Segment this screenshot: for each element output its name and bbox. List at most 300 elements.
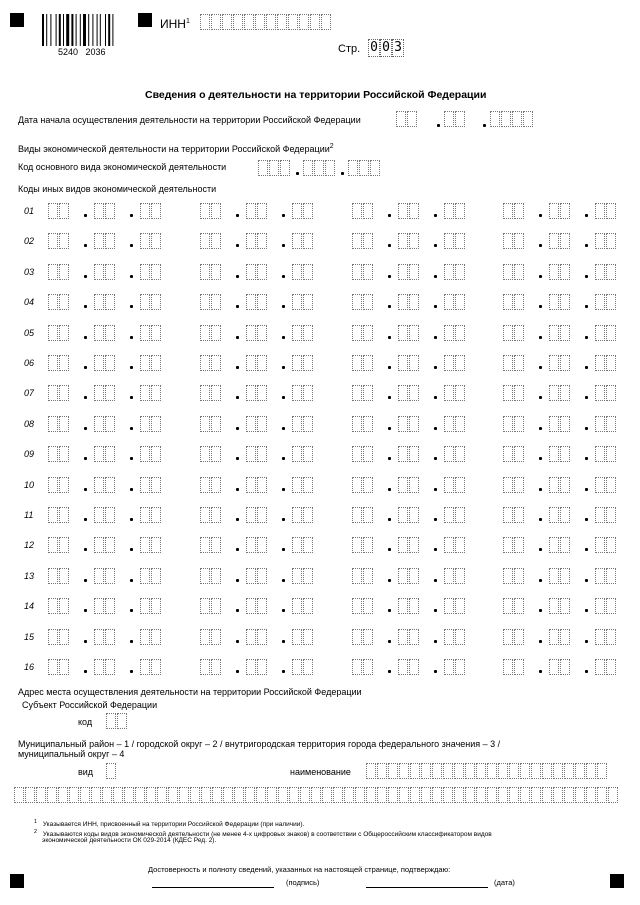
code-part-field[interactable] — [48, 355, 70, 371]
input-cell[interactable] — [94, 446, 104, 462]
input-cell[interactable] — [409, 477, 419, 493]
input-cell[interactable] — [549, 598, 559, 614]
code-part-field[interactable] — [398, 598, 420, 614]
input-cell[interactable] — [48, 568, 58, 584]
input-cell[interactable] — [211, 659, 221, 675]
code-part-field[interactable] — [292, 568, 314, 584]
code-part-field[interactable] — [292, 537, 314, 553]
input-cell[interactable] — [246, 294, 256, 310]
code-part-field[interactable] — [48, 264, 70, 280]
input-cell[interactable] — [560, 537, 570, 553]
code-part-field[interactable] — [246, 629, 268, 645]
input-cell[interactable] — [575, 787, 585, 803]
input-cell[interactable] — [94, 233, 104, 249]
input-cell[interactable] — [25, 787, 35, 803]
input-cell[interactable] — [514, 568, 524, 584]
input-cell[interactable] — [444, 659, 454, 675]
code-part-field[interactable] — [200, 477, 222, 493]
code-part-field[interactable] — [292, 598, 314, 614]
input-cell[interactable] — [377, 763, 387, 779]
input-cell[interactable] — [363, 385, 373, 401]
input-cell[interactable] — [398, 325, 408, 341]
input-cell[interactable] — [94, 477, 104, 493]
input-cell[interactable] — [352, 385, 362, 401]
input-cell[interactable] — [549, 294, 559, 310]
input-cell[interactable] — [48, 537, 58, 553]
input-cell[interactable] — [168, 787, 178, 803]
input-cell[interactable] — [246, 355, 256, 371]
code-part-field[interactable] — [48, 568, 70, 584]
input-cell[interactable] — [200, 659, 210, 675]
input-cell[interactable] — [444, 325, 454, 341]
input-cell[interactable] — [503, 537, 513, 553]
input-cell[interactable] — [549, 507, 559, 523]
input-cell[interactable] — [59, 416, 69, 432]
input-cell[interactable] — [303, 568, 313, 584]
input-cell[interactable] — [363, 355, 373, 371]
input-cell[interactable] — [211, 14, 221, 30]
input-cell[interactable] — [140, 537, 150, 553]
code-part-field[interactable] — [444, 568, 466, 584]
code-part-field[interactable] — [444, 446, 466, 462]
input-cell[interactable] — [606, 325, 616, 341]
date-line[interactable] — [366, 887, 488, 888]
input-cell[interactable] — [606, 537, 616, 553]
input-cell[interactable] — [105, 598, 115, 614]
code-part-field[interactable] — [246, 446, 268, 462]
code-part-field[interactable] — [503, 598, 525, 614]
input-cell[interactable] — [48, 233, 58, 249]
input-cell[interactable] — [560, 446, 570, 462]
input-cell[interactable] — [595, 264, 605, 280]
input-cell[interactable] — [234, 787, 244, 803]
input-cell[interactable] — [606, 629, 616, 645]
input-cell[interactable] — [455, 294, 465, 310]
input-cell[interactable] — [352, 233, 362, 249]
input-cell[interactable] — [352, 477, 362, 493]
input-cell[interactable] — [409, 385, 419, 401]
code-part-field[interactable] — [595, 294, 617, 310]
code-part-field[interactable] — [503, 537, 525, 553]
input-cell[interactable] — [409, 507, 419, 523]
input-cell[interactable] — [352, 264, 362, 280]
code-part-field[interactable] — [94, 264, 116, 280]
code-part-field[interactable] — [444, 294, 466, 310]
input-cell[interactable] — [59, 203, 69, 219]
code-part-field[interactable] — [140, 264, 162, 280]
input-cell[interactable] — [257, 477, 267, 493]
input-cell[interactable] — [606, 355, 616, 371]
code-part-field[interactable] — [246, 507, 268, 523]
input-cell[interactable] — [105, 659, 115, 675]
input-cell[interactable] — [549, 325, 559, 341]
input-cell[interactable] — [606, 233, 616, 249]
input-cell[interactable] — [105, 537, 115, 553]
code-part-field[interactable] — [140, 659, 162, 675]
input-cell[interactable] — [595, 325, 605, 341]
input-cell[interactable] — [303, 659, 313, 675]
input-cell[interactable] — [503, 355, 513, 371]
input-cell[interactable] — [140, 385, 150, 401]
input-cell[interactable] — [514, 416, 524, 432]
input-cell[interactable] — [549, 537, 559, 553]
code-part-field[interactable] — [503, 659, 525, 675]
input-cell[interactable] — [105, 203, 115, 219]
input-cell[interactable] — [211, 264, 221, 280]
input-cell[interactable] — [200, 294, 210, 310]
input-cell[interactable] — [595, 203, 605, 219]
code-part-field[interactable] — [292, 203, 314, 219]
input-cell[interactable] — [606, 264, 616, 280]
input-cell[interactable] — [48, 446, 58, 462]
input-cell[interactable] — [560, 203, 570, 219]
subject-code-field[interactable] — [106, 713, 128, 729]
input-cell[interactable] — [549, 659, 559, 675]
code-part-field[interactable] — [200, 568, 222, 584]
input-cell[interactable] — [595, 233, 605, 249]
code-part-field[interactable] — [48, 385, 70, 401]
code-part-field[interactable] — [48, 598, 70, 614]
input-cell[interactable] — [410, 787, 420, 803]
input-cell[interactable] — [549, 568, 559, 584]
input-cell[interactable] — [257, 598, 267, 614]
code-part-field[interactable] — [200, 629, 222, 645]
start-date-year[interactable] — [490, 111, 534, 127]
input-cell[interactable] — [503, 264, 513, 280]
input-cell[interactable] — [200, 629, 210, 645]
input-cell[interactable] — [211, 507, 221, 523]
input-cell[interactable] — [48, 598, 58, 614]
input-cell[interactable] — [303, 294, 313, 310]
input-cell[interactable] — [69, 787, 79, 803]
input-cell[interactable] — [421, 787, 431, 803]
code-part-field[interactable] — [549, 659, 571, 675]
input-cell[interactable] — [503, 446, 513, 462]
input-cell[interactable] — [352, 325, 362, 341]
input-cell[interactable] — [359, 160, 369, 176]
input-cell[interactable] — [363, 325, 373, 341]
input-cell[interactable] — [151, 598, 161, 614]
input-cell[interactable] — [47, 787, 57, 803]
input-cell[interactable] — [292, 477, 302, 493]
input-cell[interactable] — [211, 629, 221, 645]
input-cell[interactable] — [245, 787, 255, 803]
code-part-field[interactable] — [292, 385, 314, 401]
code-part-field[interactable] — [200, 233, 222, 249]
input-cell[interactable] — [257, 446, 267, 462]
input-cell[interactable] — [303, 537, 313, 553]
input-cell[interactable] — [105, 507, 115, 523]
input-cell[interactable] — [549, 233, 559, 249]
input-cell[interactable] — [311, 787, 321, 803]
input-cell[interactable] — [59, 446, 69, 462]
input-cell[interactable] — [59, 598, 69, 614]
input-cell[interactable] — [59, 629, 69, 645]
input-cell[interactable] — [105, 355, 115, 371]
input-cell[interactable] — [444, 416, 454, 432]
input-cell[interactable] — [292, 233, 302, 249]
code-part-field[interactable] — [444, 507, 466, 523]
input-cell[interactable] — [200, 385, 210, 401]
code-part-field[interactable] — [140, 203, 162, 219]
inn-field[interactable] — [200, 14, 332, 30]
input-cell[interactable] — [455, 568, 465, 584]
input-cell[interactable] — [113, 787, 123, 803]
input-cell[interactable] — [396, 111, 406, 127]
code-part-field[interactable] — [595, 598, 617, 614]
input-cell[interactable] — [560, 568, 570, 584]
input-cell[interactable] — [211, 385, 221, 401]
input-cell[interactable] — [246, 629, 256, 645]
input-cell[interactable] — [560, 659, 570, 675]
input-cell[interactable] — [595, 294, 605, 310]
input-cell[interactable] — [363, 629, 373, 645]
input-cell[interactable] — [443, 763, 453, 779]
code-part-field[interactable] — [444, 233, 466, 249]
input-cell[interactable] — [586, 787, 596, 803]
input-cell[interactable] — [200, 264, 210, 280]
code-part-field[interactable] — [94, 416, 116, 432]
input-cell[interactable] — [105, 629, 115, 645]
code-part-field[interactable] — [200, 416, 222, 432]
input-cell[interactable] — [151, 507, 161, 523]
code-part-field[interactable] — [140, 629, 162, 645]
input-cell[interactable] — [244, 14, 254, 30]
input-cell[interactable] — [190, 787, 200, 803]
code-part-field[interactable] — [595, 629, 617, 645]
input-cell[interactable] — [246, 507, 256, 523]
input-cell[interactable] — [59, 325, 69, 341]
input-cell[interactable] — [514, 598, 524, 614]
code-part-field[interactable] — [94, 203, 116, 219]
input-cell[interactable] — [366, 763, 376, 779]
code-part-field[interactable] — [352, 629, 374, 645]
input-cell[interactable] — [48, 264, 58, 280]
input-cell[interactable] — [255, 14, 265, 30]
input-cell[interactable] — [257, 294, 267, 310]
input-cell[interactable] — [398, 264, 408, 280]
code-part-field[interactable] — [503, 203, 525, 219]
input-cell[interactable] — [246, 416, 256, 432]
input-cell[interactable] — [292, 355, 302, 371]
input-cell[interactable] — [432, 787, 442, 803]
code-part-field[interactable] — [140, 598, 162, 614]
input-cell[interactable] — [455, 325, 465, 341]
code-part-field[interactable] — [352, 203, 374, 219]
code-part-field[interactable] — [595, 507, 617, 523]
input-cell[interactable] — [560, 294, 570, 310]
code-part-field[interactable] — [549, 537, 571, 553]
code-part-field[interactable] — [352, 537, 374, 553]
code-part-field[interactable] — [94, 568, 116, 584]
code-part-field[interactable] — [595, 568, 617, 584]
input-cell[interactable] — [444, 537, 454, 553]
input-cell[interactable] — [348, 160, 358, 176]
code-part-field[interactable] — [140, 416, 162, 432]
code-part-field[interactable] — [398, 477, 420, 493]
code-part-field[interactable] — [140, 446, 162, 462]
code-part-field[interactable] — [140, 568, 162, 584]
input-cell[interactable] — [151, 629, 161, 645]
input-cell[interactable] — [246, 537, 256, 553]
input-cell[interactable] — [303, 385, 313, 401]
input-cell[interactable] — [455, 507, 465, 523]
input-cell[interactable] — [476, 763, 486, 779]
input-cell[interactable] — [257, 568, 267, 584]
input-cell[interactable] — [140, 264, 150, 280]
input-cell[interactable] — [280, 160, 290, 176]
input-cell[interactable] — [48, 325, 58, 341]
code-part-field[interactable] — [94, 355, 116, 371]
input-cell[interactable] — [549, 446, 559, 462]
input-cell[interactable] — [606, 507, 616, 523]
code-part-field[interactable] — [246, 598, 268, 614]
code-part-field[interactable] — [94, 537, 116, 553]
code-part-field[interactable] — [595, 477, 617, 493]
input-cell[interactable] — [140, 355, 150, 371]
code-part-field[interactable] — [549, 355, 571, 371]
code-part-field[interactable] — [292, 629, 314, 645]
input-cell[interactable] — [514, 537, 524, 553]
code-part-field[interactable] — [398, 659, 420, 675]
input-cell[interactable] — [398, 385, 408, 401]
input-cell[interactable] — [455, 416, 465, 432]
input-cell[interactable] — [606, 477, 616, 493]
code-part-field[interactable] — [292, 416, 314, 432]
code-part-field[interactable] — [444, 385, 466, 401]
code-part-field[interactable] — [352, 446, 374, 462]
input-cell[interactable] — [444, 385, 454, 401]
input-cell[interactable] — [595, 477, 605, 493]
input-cell[interactable] — [59, 294, 69, 310]
input-cell[interactable] — [59, 659, 69, 675]
input-cell[interactable] — [487, 763, 497, 779]
code-part-field[interactable] — [200, 325, 222, 341]
input-cell[interactable] — [597, 787, 607, 803]
input-cell[interactable] — [151, 203, 161, 219]
input-cell[interactable] — [520, 763, 530, 779]
code-part-field[interactable] — [94, 629, 116, 645]
input-cell[interactable] — [246, 203, 256, 219]
input-cell[interactable] — [200, 233, 210, 249]
input-cell[interactable] — [105, 294, 115, 310]
code-part-field[interactable] — [549, 416, 571, 432]
code-part-field[interactable] — [398, 325, 420, 341]
code-part-field[interactable] — [503, 568, 525, 584]
input-cell[interactable] — [409, 537, 419, 553]
input-cell[interactable] — [200, 598, 210, 614]
input-cell[interactable] — [94, 568, 104, 584]
input-cell[interactable] — [140, 233, 150, 249]
input-cell[interactable] — [266, 14, 276, 30]
input-cell[interactable] — [503, 477, 513, 493]
input-cell[interactable] — [355, 787, 365, 803]
input-cell[interactable] — [292, 203, 302, 219]
input-cell[interactable] — [94, 537, 104, 553]
code-part-field[interactable] — [246, 568, 268, 584]
input-cell[interactable] — [246, 598, 256, 614]
input-cell[interactable] — [388, 763, 398, 779]
code-part-field[interactable] — [444, 325, 466, 341]
input-cell[interactable] — [59, 385, 69, 401]
input-cell[interactable] — [514, 233, 524, 249]
input-cell[interactable] — [514, 203, 524, 219]
input-cell[interactable] — [465, 787, 475, 803]
input-cell[interactable] — [398, 294, 408, 310]
code-part-field[interactable] — [398, 416, 420, 432]
input-cell[interactable] — [363, 598, 373, 614]
input-cell[interactable] — [200, 568, 210, 584]
input-cell[interactable] — [409, 264, 419, 280]
input-cell[interactable] — [146, 787, 156, 803]
input-cell[interactable] — [94, 659, 104, 675]
input-cell[interactable] — [514, 325, 524, 341]
input-cell[interactable] — [48, 294, 58, 310]
code-part-field[interactable] — [549, 568, 571, 584]
input-cell[interactable] — [333, 787, 343, 803]
input-cell[interactable] — [314, 160, 324, 176]
input-cell[interactable] — [222, 14, 232, 30]
input-cell[interactable] — [303, 477, 313, 493]
main-code-part-2[interactable] — [303, 160, 336, 176]
input-cell[interactable] — [140, 598, 150, 614]
code-part-field[interactable] — [200, 446, 222, 462]
input-cell[interactable] — [246, 568, 256, 584]
code-part-field[interactable] — [140, 537, 162, 553]
code-part-field[interactable] — [398, 507, 420, 523]
input-cell[interactable] — [564, 787, 574, 803]
input-cell[interactable] — [560, 385, 570, 401]
code-part-field[interactable] — [549, 598, 571, 614]
input-cell[interactable] — [102, 787, 112, 803]
input-cell[interactable] — [292, 294, 302, 310]
code-part-field[interactable] — [94, 385, 116, 401]
input-cell[interactable] — [211, 416, 221, 432]
code-part-field[interactable] — [140, 507, 162, 523]
code-part-field[interactable] — [444, 659, 466, 675]
input-cell[interactable] — [48, 385, 58, 401]
input-cell[interactable] — [48, 507, 58, 523]
input-cell[interactable] — [257, 325, 267, 341]
input-cell[interactable] — [575, 763, 585, 779]
input-cell[interactable] — [549, 416, 559, 432]
input-cell[interactable] — [246, 264, 256, 280]
code-part-field[interactable] — [444, 629, 466, 645]
input-cell[interactable] — [105, 416, 115, 432]
code-part-field[interactable] — [595, 355, 617, 371]
code-part-field[interactable] — [48, 507, 70, 523]
input-cell[interactable] — [553, 763, 563, 779]
input-cell[interactable] — [117, 713, 127, 729]
input-cell[interactable] — [363, 568, 373, 584]
input-cell[interactable] — [303, 598, 313, 614]
input-cell[interactable] — [363, 659, 373, 675]
input-cell[interactable] — [455, 355, 465, 371]
code-part-field[interactable] — [292, 477, 314, 493]
input-cell[interactable] — [553, 787, 563, 803]
input-cell[interactable] — [211, 598, 221, 614]
input-cell[interactable] — [514, 507, 524, 523]
input-cell[interactable] — [36, 787, 46, 803]
code-part-field[interactable] — [595, 203, 617, 219]
input-cell[interactable] — [94, 507, 104, 523]
input-cell[interactable] — [560, 233, 570, 249]
input-cell[interactable] — [512, 111, 522, 127]
input-cell[interactable] — [503, 568, 513, 584]
input-cell[interactable] — [455, 629, 465, 645]
code-part-field[interactable] — [503, 385, 525, 401]
input-cell[interactable] — [211, 446, 221, 462]
